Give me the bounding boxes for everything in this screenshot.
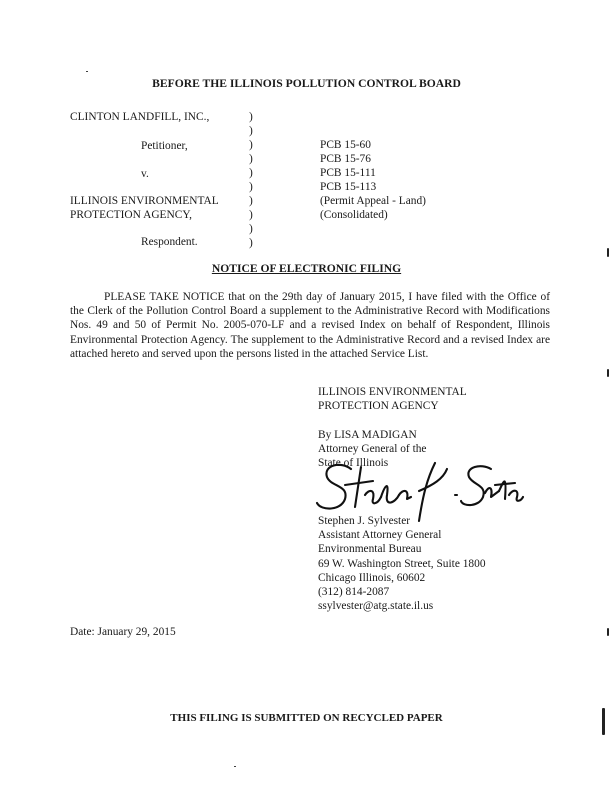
scan-speck <box>602 708 605 735</box>
caption-paren: ) <box>249 237 253 249</box>
signer-name: Stephen J. Sylvester <box>318 515 411 527</box>
case-number: PCB 15-111 <box>320 167 376 179</box>
caption-paren: ) <box>249 139 253 151</box>
scan-speck <box>607 248 609 257</box>
case-number: PCB 15-60 <box>320 139 371 151</box>
signer-title: Assistant Attorney General <box>318 529 442 542</box>
scan-speck <box>86 71 88 72</box>
email-address: ssylvester@atg.state.il.us <box>318 600 434 613</box>
caption-paren: ) <box>249 181 253 193</box>
case-type: (Permit Appeal - Land) <box>320 195 426 207</box>
agency-block <box>318 385 467 413</box>
agency-line1: ILLINOIS ENVIRONMENTAL <box>318 386 467 398</box>
bureau: Environmental Bureau <box>318 543 422 556</box>
by-line: By LISA MADIGAN <box>318 429 417 441</box>
notice-paragraph: PLEASE TAKE NOTICE that on the 29th day of January 2015, I have filed with the Office of the Clerk of the Pollution Control Board a supplement to the Administrative Record with Modifications Nos. 49 and 50 of Permit No. 2005-070-LF and a revised Index on behalf of Respondent, Illinois Environmental Protection Agency. The supplement to the Administrative Record and a revised Index are attached hereto and served upon the persons listed in the attached Service List. <box>70 291 550 360</box>
caption-paren: ) <box>249 111 253 123</box>
respondent-role: Respondent. <box>141 236 198 248</box>
notice-title: NOTICE OF ELECTRONIC FILING <box>211 262 402 275</box>
recycled-paper-footer: THIS FILING IS SUBMITTED ON RECYCLED PAPER <box>170 712 443 724</box>
scan-speck <box>607 369 609 377</box>
consolidated-label: (Consolidated) <box>320 209 388 221</box>
caption-paren: ) <box>249 167 253 179</box>
street-address: 69 W. Washington Street, Suite 1800 <box>318 557 486 570</box>
case-number: PCB 15-76 <box>320 153 371 165</box>
agency-line2: PROTECTION AGENCY <box>318 400 439 413</box>
petitioner-name: CLINTON LANDFILL, INC., <box>70 111 210 123</box>
respondent-name-line1: ILLINOIS ENVIRONMENTAL <box>70 195 219 207</box>
ag-state: State of Illinois <box>318 457 389 470</box>
caption-paren: ) <box>249 209 253 221</box>
document-title: BEFORE THE ILLINOIS POLLUTION CONTROL BOARD <box>152 77 461 90</box>
petitioner-role: Petitioner, <box>141 140 188 152</box>
caption-paren: ) <box>249 223 253 235</box>
phone-number: (312) 814-2087 <box>318 586 390 599</box>
notice-body <box>70 290 550 361</box>
caption-paren: ) <box>249 125 253 137</box>
caption-paren: ) <box>249 195 253 207</box>
respondent-name-line2: PROTECTION AGENCY, <box>70 209 192 221</box>
signer-block <box>318 514 486 613</box>
date-line: Date: January 29, 2015 <box>70 626 176 638</box>
ag-title: Attorney General of the <box>318 443 427 456</box>
city-address: Chicago Illinois, 60602 <box>318 571 426 584</box>
scan-speck <box>234 766 236 767</box>
versus-label: v. <box>141 168 149 180</box>
scan-speck <box>607 628 609 636</box>
caption-paren: ) <box>249 153 253 165</box>
case-number: PCB 15-113 <box>320 181 377 193</box>
